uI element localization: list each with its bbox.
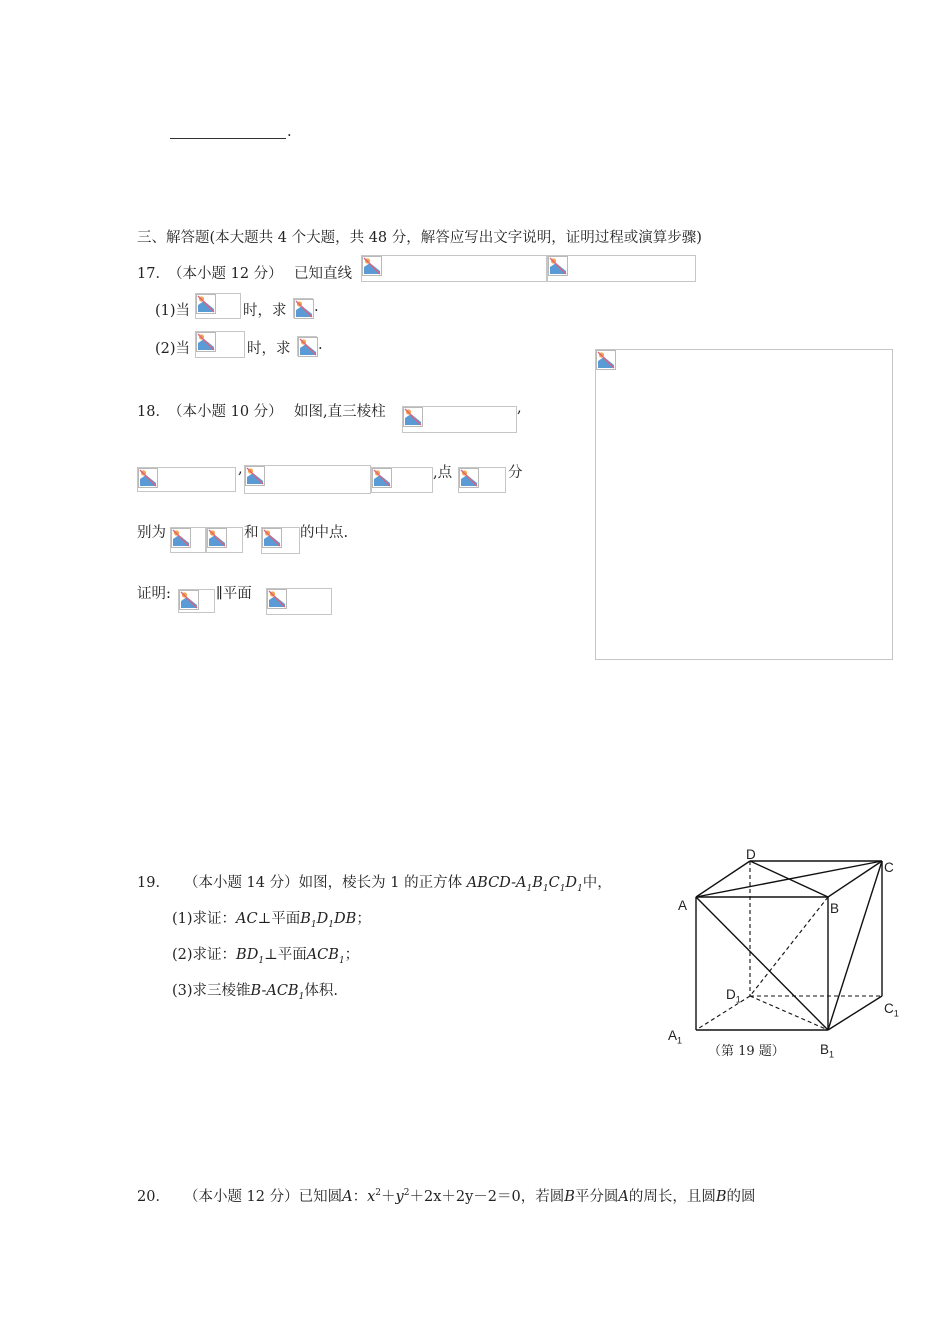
vertex-label-A1: $A_1$ [668, 1028, 683, 1046]
figure-image [595, 349, 893, 660]
cube-figure [650, 840, 910, 1070]
formula-image [371, 467, 433, 493]
part-end: . [318, 337, 323, 353]
diag-AB1 [696, 897, 828, 1030]
broken-image-icon [294, 299, 314, 319]
question-line: 19． （本小题 14 分）如图，棱长为 1 的正方体 ABCD-$A_1B_1C_1D_1$中， [137, 875, 612, 894]
broken-image-icon [196, 332, 216, 352]
formula-image [244, 465, 371, 494]
broken-image-icon [262, 528, 282, 548]
broken-image-icon [596, 350, 616, 370]
formula-image [361, 255, 547, 282]
text: 证明: [137, 586, 171, 602]
question-number: 20． [137, 1189, 170, 1205]
vertex-label-A: A [678, 898, 688, 913]
question-number: 19． [137, 875, 170, 891]
figure-caption: （第 19 题） [708, 1044, 785, 1059]
vertex-label-D1: $D_1$ [726, 987, 741, 1005]
broken-image-icon [548, 256, 568, 276]
text: 别为 [137, 525, 166, 541]
formula-image [266, 588, 332, 615]
broken-image-icon [179, 590, 199, 610]
part-3: (3)求三棱锥$B-ACB_1$体积. [172, 983, 338, 1002]
broken-image-icon [245, 466, 265, 486]
diag-D1B1 [750, 996, 828, 1030]
formula-image [137, 467, 236, 492]
vertex-label-B: B [830, 901, 840, 916]
part-label: (2)当 [155, 341, 191, 357]
text: 的中点. [300, 525, 349, 541]
diag-BD1 [750, 897, 828, 996]
broken-image-icon [459, 468, 479, 488]
part-text: 时，求 [247, 341, 291, 357]
broken-image-icon [403, 407, 423, 427]
formula-image [547, 255, 696, 282]
text: ,点 [433, 465, 453, 481]
broken-image-icon [138, 468, 158, 488]
formula-image [178, 589, 215, 613]
vertex-label-C: C [884, 860, 894, 875]
blank-suffix: . [287, 124, 292, 140]
edge-D1A1 [696, 996, 750, 1030]
question-number: 18． [137, 404, 170, 420]
question-intro: 如图，棱长为 1 的正方体 [298, 875, 463, 891]
question-intro: 已知直线 [294, 266, 352, 282]
text: 分 [508, 465, 523, 481]
formula-image [195, 331, 245, 358]
text: ∥平面 [216, 586, 252, 602]
part-1: (1)求证：AC⊥平面$B_1D_1DB$； [172, 911, 371, 930]
vertex-label-C1: $C_1$ [884, 1001, 899, 1019]
vertex-label-B1: $B_1$ [820, 1042, 835, 1060]
formula-image [170, 527, 206, 553]
broken-image-icon [362, 256, 382, 276]
question-score: （本小题 12 分） [168, 266, 283, 282]
formula-image [402, 406, 517, 433]
broken-image-icon [196, 294, 216, 314]
solid-name: ABCD-$A_1B_1C_1D_1$ [466, 875, 583, 894]
formula-image [297, 336, 317, 356]
part-2: (2)求证：$BD_1\perp$平面$ACB_1$； [172, 947, 360, 966]
formula-image [195, 293, 241, 319]
formula-image [261, 527, 300, 554]
formula-image [206, 527, 243, 553]
question-score: （本小题 10 分） [168, 404, 283, 420]
question-intro: 如图,直三棱柱 [294, 404, 386, 420]
formula-image [458, 467, 506, 493]
part-end: . [314, 299, 319, 315]
broken-image-icon [298, 337, 318, 357]
answer-blank-line [170, 138, 286, 139]
question-score: （本小题 14 分） [183, 875, 299, 891]
broken-image-icon [207, 528, 227, 548]
formula-image [293, 298, 313, 318]
punct: , [238, 461, 243, 477]
part-text: 时，求 [243, 303, 287, 319]
question-20: 20． （本小题 12 分）已知圆A：$x^2+y^2+2x+2y-2=0$，若圆B平分圆A的周长，且圆B的圆 [137, 1188, 756, 1205]
part-label: (1)当 [155, 303, 191, 319]
diag-CB1 [828, 861, 882, 1030]
broken-image-icon [171, 528, 191, 548]
broken-image-icon [372, 468, 392, 488]
vertex-label-D: D [746, 847, 756, 862]
section-heading: 三、解答题(本大题共 4 个大题，共 48 分，解答应写出文字说明，证明过程或演算步骤) [137, 230, 702, 246]
question-score: （本小题 12 分） [183, 1189, 299, 1205]
punct: , [517, 400, 522, 416]
edge-B1C1 [828, 996, 882, 1030]
broken-image-icon [267, 589, 287, 609]
question-number: 17． [137, 266, 170, 282]
diag-DB [750, 861, 828, 897]
text: 和 [244, 525, 259, 541]
